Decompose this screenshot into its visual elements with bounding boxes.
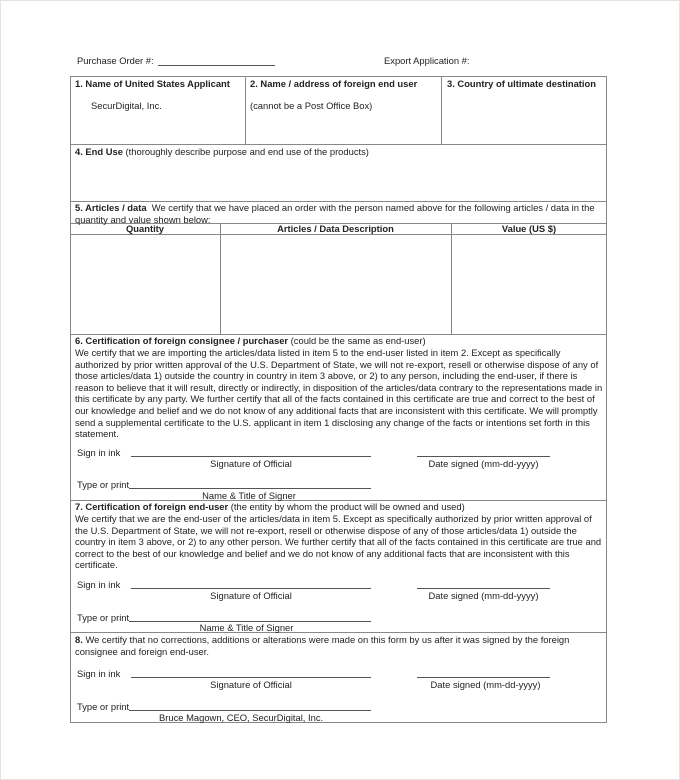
date-caption: Date signed (mm-dd-yyyy): [430, 679, 541, 690]
type-label: Type or print: [77, 479, 130, 490]
section6-text: We certify that we are importing the articles/data listed in item 5 to the end-user listed in item 2. Except as specifically authorized by prior written approval of the U.S. Department of State, we will not re-export, resell or otherwise dispose of any of those articles/data 1) outside the country in country in item 3 above, or 2) to any person, including the end-user, if there is reason to believe that it will result, directly or indirectly, in disposition of the articles/data contrary to the representations made in this certificate by any party. We further certify that all of the facts contained in this certificate are true and correct to the best of our knowledge and belief and we do not know of any additional facts that are inconsistent with this certificate. We will promptly send a supplemental certificate to the U.S. applicant in item 1 disclosing any change of the facts or intentions set forth in this statement.: [75, 347, 603, 440]
section2-note: (cannot be a Post Office Box): [250, 100, 373, 111]
section7-title: 7. Certification of foreign end-user: [75, 501, 229, 512]
section8-text: We certify that no corrections, additions or alterations were made on this form by us after it was signed by the foreign consignee and foreign end-user.: [75, 634, 570, 657]
date-field[interactable]: [417, 456, 550, 457]
section7-text: We certify that we are the end-user of the articles/data in item 5. Except as specifically authorized by prior written approval of the U.S. Department of State, we will not re-export, resell or otherwise dispose of any of those articles/data 1) outside the country in item 3 above, or 2) to any other person. We further certify that all of the facts contained in this certificate are true and correct to the best of our knowledge and belief and we do not know of any additional facts that are inconsistent with this certificate.: [75, 513, 602, 571]
section4-note: (thoroughly describe purpose and end use of the products): [125, 146, 369, 157]
signature-caption: Signature of Official: [210, 458, 292, 469]
name-caption: Name & Title of Signer: [202, 490, 296, 501]
divider: [245, 76, 246, 144]
signature-field[interactable]: [131, 677, 371, 678]
section7-note: (the entity by whom the product will be owned and used): [230, 501, 465, 512]
date-field[interactable]: [417, 677, 550, 678]
export-application-label: Export Application #:: [384, 55, 470, 66]
col-value: Value (US $): [501, 223, 557, 234]
section6-note: (could be the same as end-user): [290, 335, 426, 346]
signature-caption: Signature of Official: [210, 590, 292, 601]
name-field[interactable]: [129, 488, 371, 489]
type-label: Type or print: [77, 701, 130, 712]
sign-label: Sign in ink: [77, 668, 121, 679]
name-field[interactable]: [129, 710, 371, 711]
divider: [441, 76, 442, 144]
purchase-order-label: Purchase Order #:: [77, 55, 154, 66]
section4-title: 4. End Use: [75, 146, 123, 157]
sign-label: Sign in ink: [77, 447, 121, 458]
col-description: Articles / Data Description: [277, 223, 394, 234]
divider: [220, 223, 221, 334]
section5-text: We certify that we have placed an order with the person named above for the following articles / data in the quantity and value shown below:: [75, 202, 595, 225]
signer-name: Bruce Magown, CEO, SecurDigital, Inc.: [159, 712, 324, 723]
col-quantity: Quantity: [125, 223, 165, 234]
sign-label: Sign in ink: [77, 579, 121, 590]
section8-title: 8.: [75, 634, 83, 645]
purchase-order-field[interactable]: [158, 65, 275, 66]
signature-caption: Signature of Official: [210, 679, 292, 690]
date-caption: Date signed (mm-dd-yyyy): [428, 458, 539, 469]
signature-field[interactable]: [131, 456, 371, 457]
section5-title: 5. Articles / data: [75, 202, 147, 213]
divider: [70, 144, 607, 145]
name-caption: Name & Title of Signer: [199, 622, 294, 633]
section1-title: 1. Name of United States Applicant: [75, 78, 230, 89]
section2-title: 2. Name / address of foreign end user: [250, 78, 418, 89]
type-label: Type or print: [77, 612, 130, 623]
applicant-name[interactable]: SecurDigital, Inc.: [91, 100, 162, 111]
date-caption: Date signed (mm-dd-yyyy): [428, 590, 539, 601]
divider: [451, 223, 452, 334]
signature-field[interactable]: [131, 588, 371, 589]
date-field[interactable]: [417, 588, 550, 589]
section3-title: 3. Country of ultimate destination: [447, 78, 596, 89]
section6-title: 6. Certification of foreign consignee / purchaser: [75, 335, 289, 346]
